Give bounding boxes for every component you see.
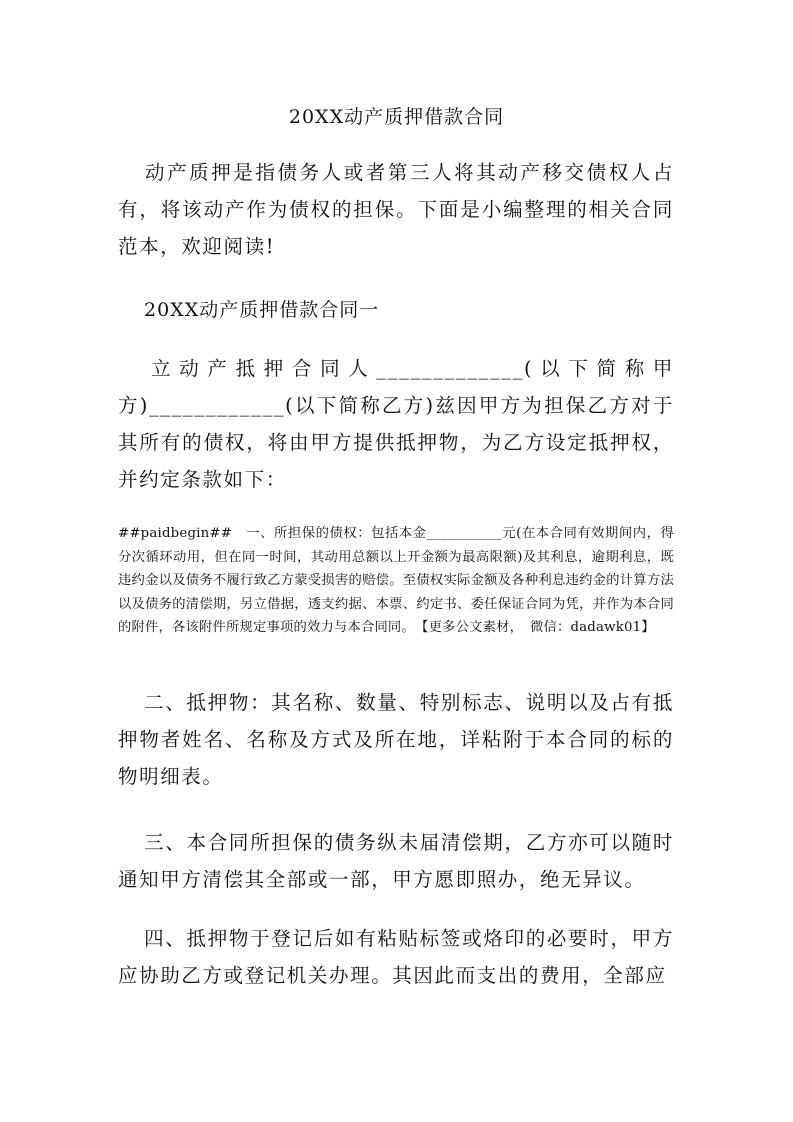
clause-1-paragraph: ##paidbegin## 一、所担保的债权：包括本金___________元(在本合同有效期间内，得分次循环动用，但在同一时间，其动用总额以上开金额为最高限额)及其利息，逾期利息，既违约金以及债务不履行致乙方蒙受损害的赔偿。至债权实际金额及各种利息违约金的计算方法以及债务的清偿期，另立借据，透支约据、本票、约定书、委任保证合同为凭，并作为本合同的附件，各该附件所规定事项的效力与本合同同。 【更多公文素材， 微信：dadawk01】: [118, 526, 674, 635]
parties-text: 立动产抵押合同人_____________(以下简称甲方)____________(以下简称乙方)兹因甲方为担保乙方对于其所有的债权，将由甲方提供抵押物，为乙方设定抵押权，并约定条款如下：: [118, 357, 674, 491]
intro-paragraph: [118, 154, 674, 265]
intro-text: 动产质押是指债务人或者第三人将其动产移交债权人占有，将该动产作为债权的担保。下面是小编整理的相关合同范本，欢迎阅读!: [118, 161, 674, 258]
clause-3-text: 三、本合同所担保的债务纵未届清偿期，乙方亦可以随时通知甲方清偿其全部或一部，甲方愿即照办，绝无异议。: [118, 831, 674, 891]
clause-3-paragraph: [118, 824, 674, 898]
document-title: 20XX动产质押借款合同: [288, 106, 505, 128]
parties-paragraph: [118, 350, 674, 498]
clause-4-paragraph: [118, 920, 674, 994]
clause-2-paragraph: [118, 684, 674, 795]
clause-2-text: 二、抵押物：其名称、数量、特别标志、说明以及占有抵押物者姓名、名称及方式及所在地，详粘附于本合同的标的物明细表。: [118, 691, 674, 788]
clause-4-text: 四、抵押物于登记后如有粘贴标签或烙印的必要时，甲方应协助乙方或登记机关办理。其因此而支出的费用，全部应: [118, 927, 674, 987]
contract-subtitle: 20XX动产质押借款合同一: [144, 299, 380, 321]
